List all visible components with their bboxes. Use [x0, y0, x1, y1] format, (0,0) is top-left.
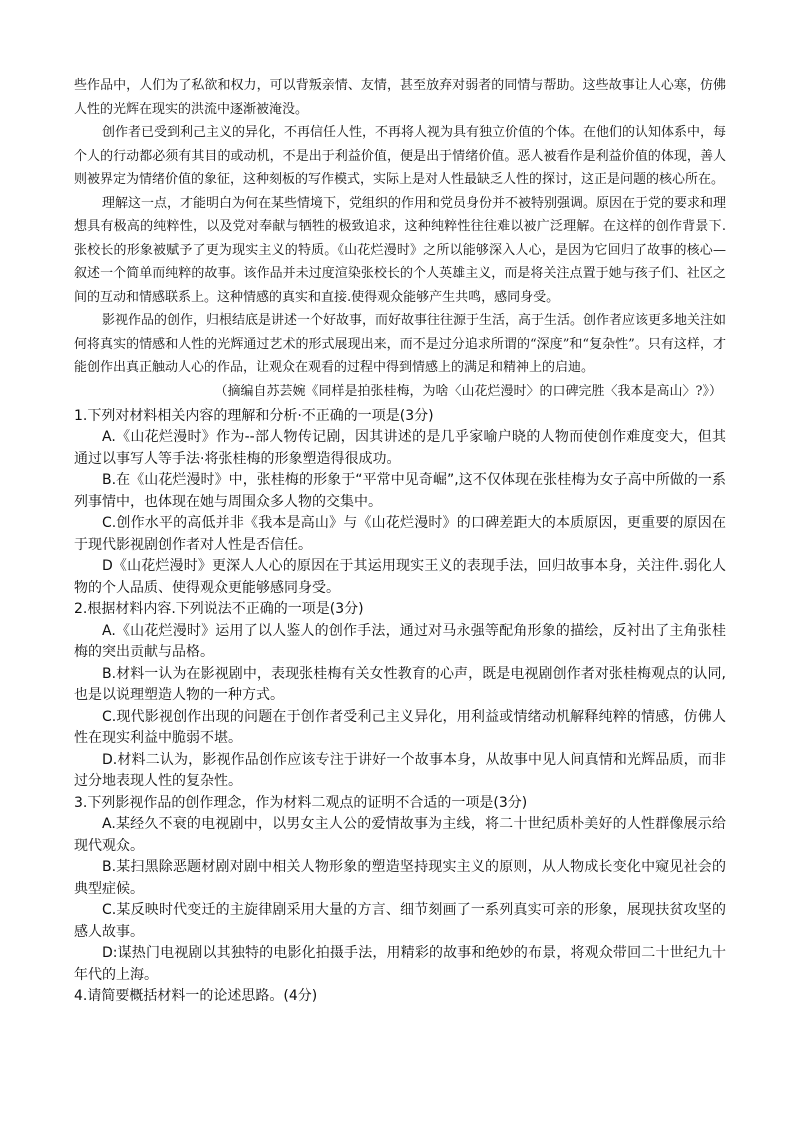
option-c: C.现代影视创作出现的问题在于创作者受利己主义异化，用利益或情绪动机解释纯粹的情感，仿佛人性在现实利益中脆弱不堪。 — [74, 708, 726, 746]
option-a: A.《山花烂漫时》作为--部人物传记剧，因其讲述的是几乎家喻户晓的人物而使创作难度变大，但其通过以事写人等手法·将张桂梅的形象塑造得很成功。 — [74, 429, 726, 467]
option-a: A.某经久不衰的电视剧中，以男女主人公的爱情故事为主线，将二十世纪质朴美好的人性群像展示给现代观众。 — [74, 816, 726, 854]
passage-paragraph: 理解这一点，才能明白为何在某些情境下，党组织的作用和党员身份并不被特别强调。原因在于党的要求和理想具有极高的纯粹性，以及党对奉献与牺牲的极致追求，这种纯粹性往往难以被广泛理解。在这样的创作背景下.张校长的形象被赋予了更为现实主义的特质。《山花烂漫时》之所以能够深入人心，是因为它回归了故事的核心—叙述一个简单而纯粹的故事。该作品并未过度渲染张校长的个人英雄主义，而是将关注点置于她与孩子们、社区之间的互动和情感联系上。这种情感的真实和直接.使得观众能够产生共鸣，感同身受。 — [74, 195, 727, 305]
question-1 — [74, 406, 726, 600]
option-b: B.在《山花烂漫时》中，张桂梅的形象于“平常中见奇崛”,这不仅体现在张桂梅为女子高中所做的一系列事情中，也体现在她与周围众多人物的交集中。 — [74, 472, 726, 510]
option-d: D:谋热门电视剧以其独特的电影化拍摄手法，用精彩的故事和绝妙的布景，将观众带回二十世纪九十年代的上海。 — [74, 945, 726, 983]
question-4 — [74, 986, 726, 1008]
passage-paragraph: 创作者已受到利己主义的异化，不再信任人性，不再将人视为具有独立价值的个体。在他们的认知体系中，每个人的行动都必须有其目的或动机，不是出于利益价值，便是出于情绪价值。恶人被看作是利益价值的体现，善人则被界定为情绪价值的象征，这种刻板的写作模式，实际上是对人性最缺乏人性的探讨，这正是问题的核心所在。 — [74, 125, 727, 187]
question-3 — [74, 793, 726, 987]
question-stem: 1.下列对材料相关内容的理解和分析·不正确的一项是(3分) — [74, 407, 434, 424]
question-stem: 4.请简要概括材料一的论述思路。(4分) — [74, 988, 318, 1004]
option-c: C.创作水平的高低并非《我本是高山》与《山花烂漫时》的口碑差距大的本质原因，更重要的原因在于现代影视剧创作者对人性是否信任。 — [74, 515, 726, 553]
passage-paragraph: 影视作品的创作，归根结底是讲述一个好故事，而好故事往往源于生活，高于生活。创作者应该更多地关注如何将真实的情感和人性的光辉通过艺术的形式展现出来，而不是过分追求所谓的“深度”和“复杂性”。只有这样，才能创作出真正触动人心的作品，让观众在观看的过程中得到情感上的满足和精神上的启迪。 — [74, 313, 727, 375]
option-a: A.《山花烂漫时》运用了以人鉴人的创作手法，通过对马永强等配角形象的描绘，反衬出了主角张桂梅的突出贡献与品格。 — [74, 622, 726, 660]
passage-paragraph: 些作品中，人们为了私欲和权力，可以背叛亲情、友情，甚至放弃对弱者的同情与帮助。这些故事让人心寒，仿佛人性的光辉在现实的洪流中逐渐被淹没。 — [74, 78, 726, 117]
document-page — [74, 74, 726, 1008]
question-stem: 3.下列影视作品的创作理念，作为材料二观点的证明不合适的一项是(3分) — [74, 794, 528, 811]
source-citation: （摘编自苏芸婉《同样是拍张桂梅，为啥〈山花烂漫时〉的口碑完胜〈我本是高山〉?》） — [214, 383, 722, 399]
question-stem: 2.根据材料内容.下列说法不正确的一项是(3分) — [74, 601, 364, 617]
option-d: D.材料二认为，影视作品创作应该专注于讲好一个故事本身，从故事中见人间真情和光辉品质，而非过分地表现人性的复杂性。 — [74, 751, 726, 789]
question-2 — [74, 599, 726, 793]
option-d: D《山花烂漫时》更深人人心的原因在于其运用现实王义的表现手法，回归故事本身，关注件.弱化人物的个人品质、使得观众更能够感同身受。 — [74, 558, 726, 596]
option-b: B.某扫黑除恶题材剧对剧中相关人物形象的塑造坚持现实主义的原则，从人物成长变化中窥见社会的典型症候。 — [74, 859, 726, 897]
option-b: B.材料一认为在影视剧中，表现张桂梅有关女性教育的心声，既是电视剧创作者对张桂梅观点的认同,也是以说理塑造人物的一种方式。 — [74, 665, 726, 703]
option-c: C.某反映时代变迁的主旋律剧采用大量的方言、细节刻画了一系列真实可亲的形象，展现扶贫攻坚的感人故事。 — [74, 902, 726, 940]
